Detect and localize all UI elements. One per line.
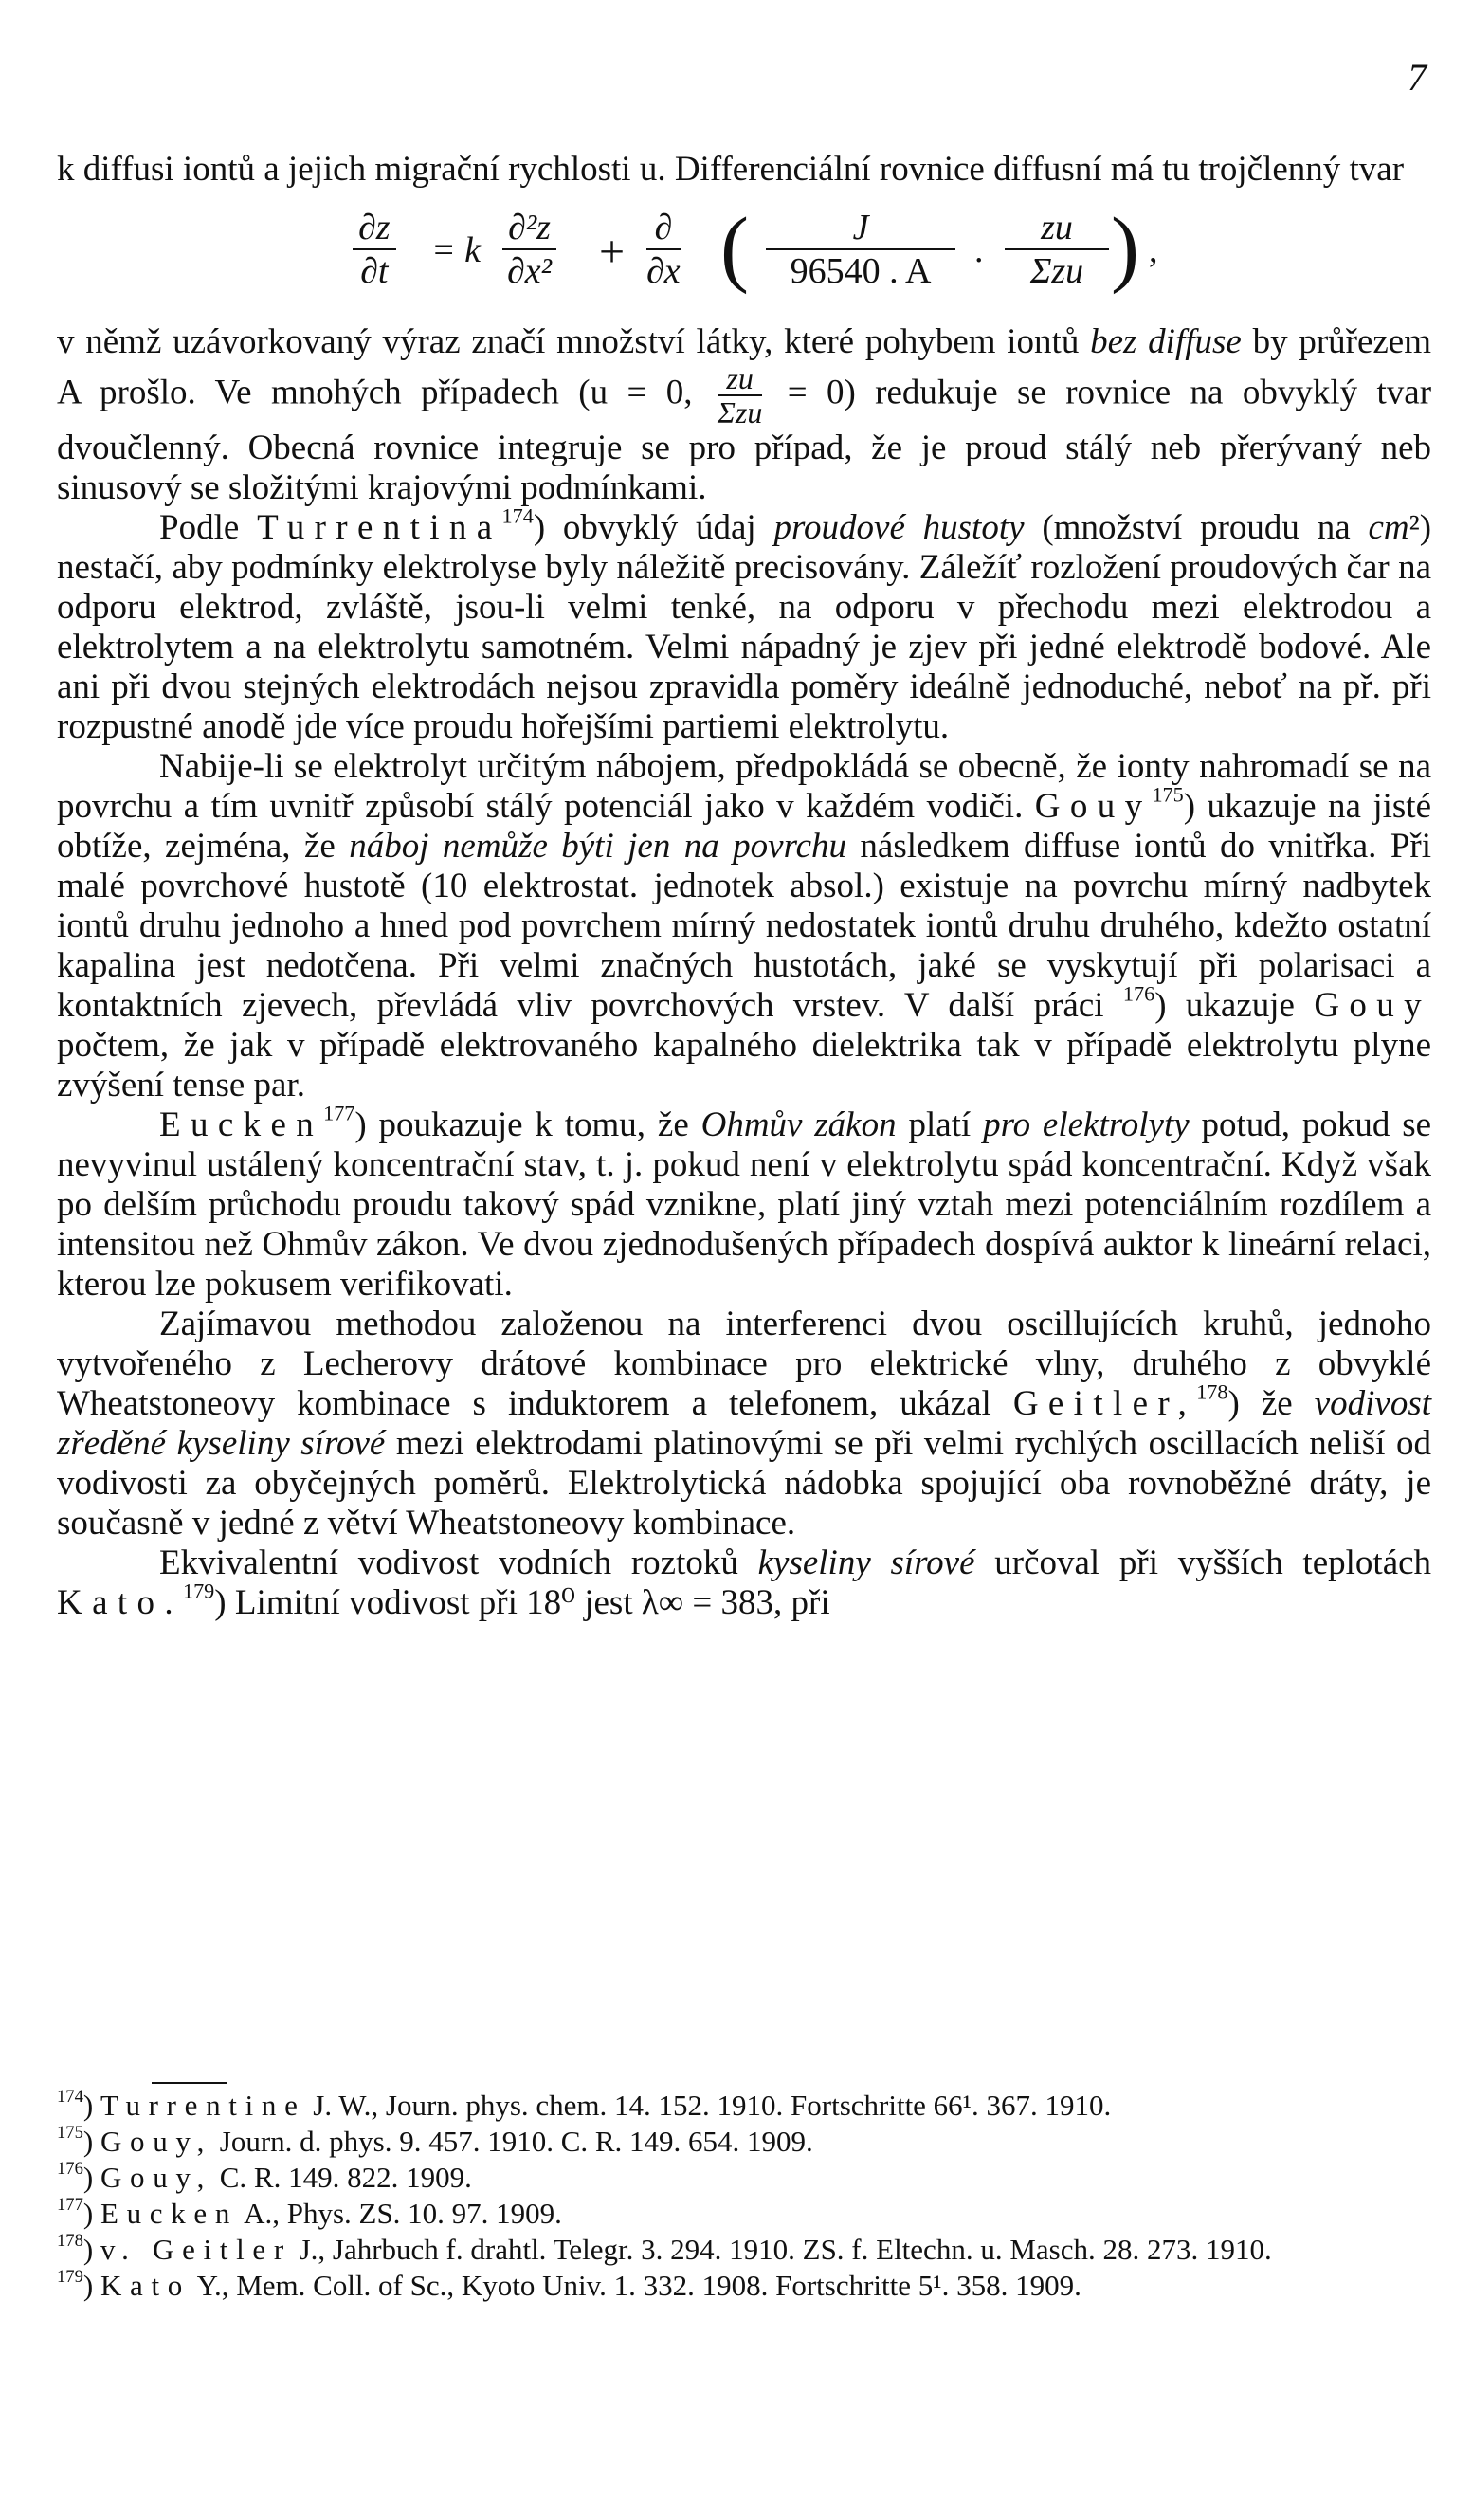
p6-text-b: ) že: [1227, 1384, 1293, 1423]
footnotes: [57, 2088, 1431, 2304]
author-gouy: Gouy: [1034, 787, 1153, 826]
footnote-author: v. Geitler: [100, 2233, 292, 2266]
eq-zu-frac: [1005, 207, 1109, 292]
footnote-ref: 176: [57, 2159, 83, 2180]
footnote-text: Y., Mem. Coll. of Sc., Kyoto Univ. 1. 332. 1908. Fortschritte 5¹. 358. 1909.: [196, 2269, 1081, 2302]
eq-term2: [502, 207, 556, 292]
footnote: $^{179}$) Kato Y., Mem. Coll. of Sc., Kyoto Univ. 1. 332. 1908. Fortschritte 5¹. 358. 1909.: [57, 2267, 1081, 2302]
author-turrentin: Turrentina: [257, 508, 502, 547]
footnote-rule: [152, 2082, 227, 2084]
paragraph-4: [57, 747, 1431, 1105]
ref-178: 178: [1196, 1379, 1228, 1404]
author-gouy-2: Gouy: [1314, 986, 1432, 1025]
footnote-ref: 177: [57, 2195, 83, 2216]
p4-text-d: následkem diffuse iontů do vnitřka. Při malé povrchové hustotě (10 elektrostat. jednotek absol.) existuje na povrchu mírný nadbytek iontů druhu jednoho a hned pod povrchem mírný nedostatek iontů druhu druhého, kdežto ostatní kapalina jest nedotčena. Při velmi značných hustotách, jaké se vyskytují při polarisaci a kontaktních zjevech, převládá vliv povrchových vrstev. V další práci: [57, 827, 1432, 1025]
paragraph-7: [57, 1543, 1431, 1623]
p4-emph: náboj nemůže býti jen na povrchu: [349, 827, 847, 866]
p3-text-d: (množství proudu na: [1042, 508, 1351, 547]
paragraph-6: [57, 1305, 1431, 1543]
footnote: $^{175}$) Gouy, Journ. d. phys. 9. 457. 1910. C. R. 149. 654. 1909.: [57, 2123, 813, 2158]
eq-t3-num: ∂: [646, 207, 681, 250]
p6-emph: vodivost zředěné kyseliny sírové: [57, 1384, 1432, 1463]
p2-text-c: by průřezem A prošlo. Ve mnohých případech (u = 0,: [57, 322, 1432, 412]
p2-emph: bez diffuse: [1090, 322, 1242, 361]
eq-paren-close: ): [1111, 201, 1139, 295]
eq-j-num: J: [766, 207, 955, 250]
p5-text-e: potud, pokud se nevyvinul ustálený koncentrační stav, t. j. pokud není v elektrolytu spád koncentrační. Když však po delším průchodu proudu takový spád vznikne, platí jiný vztah mezi potenciálním rozdílem a intensitou než Ohmův zákon. Ve dvou zjednodušených případech dospívá auktor k lineární relaci, kterou lze pokusem verifikovati.: [57, 1105, 1432, 1304]
footnote: $^{176}$) Gouy, C. R. 149. 822. 1909.: [57, 2159, 472, 2194]
eq-equals: = k: [431, 230, 482, 270]
p7-emph: kyseliny sírové: [757, 1543, 975, 1582]
footnote-ref: 178: [57, 2231, 83, 2252]
ref-175: 175: [1152, 782, 1184, 807]
eq-j-den: 96540 . A: [790, 251, 932, 291]
page-number: 7: [1408, 56, 1427, 99]
p4-text-f: počtem, že jak v případě elektrovaného kapalného dielektrika tak v případě elektrolytu plyne zvýšení tense par.: [57, 1026, 1431, 1105]
footnote-text: Journ. d. phys. 9. 457. 1910. C. R. 149. 654. 1909.: [219, 2125, 813, 2158]
paragraph-3: [57, 503, 1432, 747]
p3-unit: cm: [1368, 508, 1409, 547]
p5-text-c: platí: [908, 1105, 972, 1144]
footnote-author: Gouy,: [100, 2161, 212, 2194]
page-body: [57, 0, 1431, 1623]
p5-text-a: ) poukazuje k tomu, že: [354, 1105, 689, 1144]
footnote: $^{174}$) Turrentine J. W., Journ. phys. chem. 14. 152. 1910. Fortschritte 66¹. 367. 1910.: [57, 2087, 1112, 2122]
p7-text-c: určoval při vyšších teplotách: [994, 1543, 1432, 1582]
footnote-ref: 179: [57, 2267, 83, 2288]
p4-text-e: ) ukazuje: [1154, 986, 1295, 1025]
footnote-author: Kato: [100, 2269, 191, 2302]
ref-179: 179: [182, 1579, 215, 1603]
p4-text-b: ) ukazuje na jisté obtíže, zejména, že: [57, 787, 1431, 866]
ref-176: 176: [1122, 981, 1155, 1006]
eq-t2-den: ∂x²: [506, 251, 552, 291]
diffusion-equation: [57, 190, 1431, 332]
paragraph-5: [57, 1101, 1432, 1305]
footnote-ref: 174: [57, 2087, 83, 2108]
eq-t2-num: ∂²z: [502, 207, 556, 250]
eq-paren-open: (: [720, 201, 749, 295]
p6-text-d: mezi elektrodami platinovými se při velmi rychlých oscillacích neliší od vodivosti za obyčejných poměrů. Elektrolytická nádobka spojující oba rovnoběžné dráty, je současně v jedné z větví Wheatstoneovy kombinace.: [57, 1424, 1431, 1543]
eq-term3: [646, 207, 681, 292]
eq-lhs-den: ∂t: [360, 251, 389, 291]
p3-text-a: Podle: [159, 508, 240, 547]
eq-comma: ,: [1149, 230, 1158, 270]
eq-zu-den: Σzu: [1029, 251, 1084, 291]
author-geitler: Geitler,: [1012, 1384, 1197, 1423]
p6-text-a: Zajímavou methodou založenou na interferenci dvou oscillujících kruhů, jednoho vytvořeného z Lecherovy drátové kombinace pro elektrické vlny, druhého z obvyklé Wheatstoneovy kombinace s induktorem a telefonem, ukázal: [57, 1305, 1431, 1423]
eq-t3-den: ∂x: [646, 251, 681, 291]
p2-frac-num: zu: [718, 362, 762, 396]
eq-plus: +: [599, 227, 626, 277]
footnote-text: J. W., Journ. phys. chem. 14. 152. 1910. Fortschritte 66¹. 367. 1910.: [313, 2089, 1112, 2122]
footnote-text: A., Phys. ZS. 10. 97. 1909.: [244, 2197, 562, 2230]
p3-emph: proudové hustoty: [773, 508, 1025, 547]
footnote-author: Gouy,: [100, 2125, 212, 2158]
author-kato: Kato.: [57, 1583, 183, 1622]
eq-lhs-num: ∂z: [353, 207, 396, 250]
author-eucken: Eucken: [159, 1105, 324, 1144]
p4-text-a: Nabije-li se elektrolyt určitým nábojem, předpokládá se obecně, že ionty nahromadí se na povrchu a tím uvnitř způsobí stálý potenciál jako v každém vodiči.: [57, 747, 1431, 826]
footnote: $^{177}$) Eucken A., Phys. ZS. 10. 97. 1909.: [57, 2195, 562, 2230]
p2-frac: [718, 362, 762, 429]
ref-177: 177: [323, 1101, 355, 1125]
p3-text-f: ²) nestačí, aby podmínky elektrolyse byly náležitě precisovány. Záležíť rozložení proudových čar na odporu elektrod, zvláště, jsou-li velmi tenké, na odporu v přechodu mezi elektrodou a elektrolytem a na elektrolytu samotném. Velmi nápadný je zjev při jedné elektrodě bodové. Ale ani při dvou stejných elektrodách nejsou zpravidla poměry ideálně jednoduché, neboť na př. při rozpustné anodě jde více proudu hořejšími partiemi elektrolytu.: [57, 508, 1432, 746]
footnote-text: J., Jahrbuch f. drahtl. Telegr. 3. 294. 1910. ZS. f. Eltechn. u. Masch. 28. 273. 1910.: [299, 2233, 1272, 2266]
footnote-author: Turrentine: [100, 2089, 306, 2122]
p7-text-a: Ekvivalentní vodivost vodních roztoků: [159, 1543, 738, 1582]
eq-dot: .: [974, 230, 984, 270]
p3-text-b: ) obvyklý údaj: [533, 508, 756, 547]
p5-emph-electrolytes: pro elektrolyty: [983, 1105, 1190, 1144]
p5-emph-ohm: Ohmův zákon: [700, 1105, 897, 1144]
ref-174: 174: [501, 503, 534, 528]
footnote-ref: 175: [57, 2123, 83, 2144]
eq-zu-num: zu: [1005, 207, 1109, 250]
eq-lhs: [353, 207, 396, 292]
footnote-text: C. R. 149. 822. 1909.: [219, 2161, 472, 2194]
p2-text-a: v němž uzávorkovaný výraz značí množství látky, které pohybem iontů: [57, 322, 1080, 361]
paragraph-2: [57, 322, 1431, 508]
p2-text-d: = 0) redukuje se rovnice na obvyklý tvar dvoučlenný. Obecná rovnice integruje se pro případ, že je proud stálý neb přerývaný neb sinusový se složitými krajovými podmínkami.: [57, 373, 1432, 507]
footnote-author: Eucken: [100, 2197, 239, 2230]
p2-frac-den: Σzu: [717, 395, 763, 429]
eq-j-frac: [766, 207, 955, 292]
footnote: $^{178}$) v. Geitler J., Jahrbuch f. drahtl. Telegr. 3. 294. 1910. ZS. f. Eltechn. u. Masch. 28. 273. 1910.: [57, 2231, 1272, 2266]
paragraph-1: k diffusi iontů a jejich migrační rychlosti u. Differenciální rovnice diffusní má tu trojčlenný tvar: [57, 150, 1405, 189]
p7-text-d: ) Limitní vodivost při 18⁰ jest λ∞ = 383, při: [214, 1583, 830, 1622]
